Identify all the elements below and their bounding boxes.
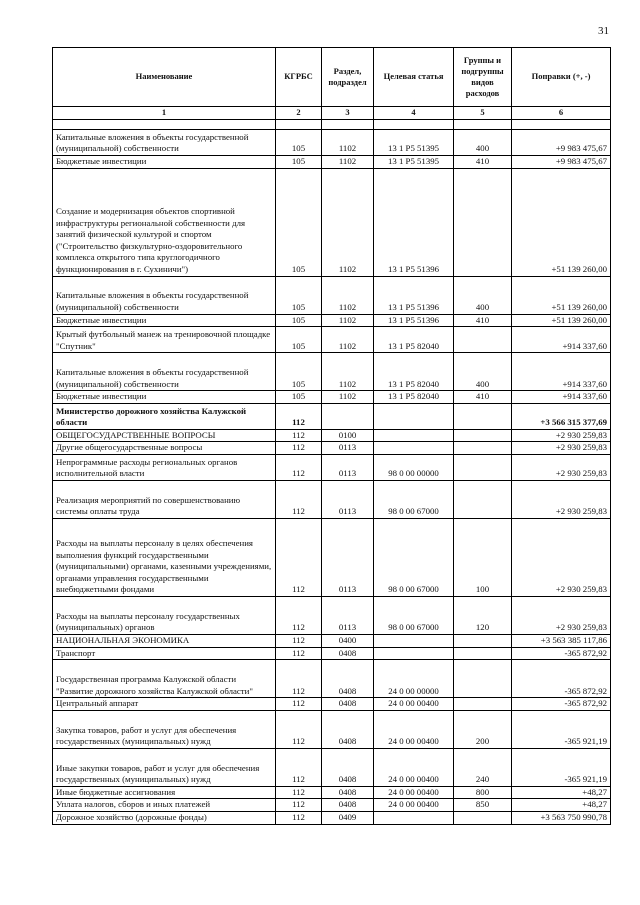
row-target-cell: 98 0 00 67000 — [374, 519, 454, 597]
row-name-cell: Уплата налогов, сборов и иных платежей — [53, 799, 276, 812]
row-kgrbs-cell: 112 — [276, 519, 322, 597]
row-name-cell: Бюджетные инвестиции — [53, 314, 276, 327]
row-target-cell: 24 0 00 00000 — [374, 660, 454, 698]
table-row — [53, 120, 611, 130]
row-amount-cell: -365 872,92 — [512, 698, 611, 711]
row-target-cell: 24 0 00 00400 — [374, 710, 454, 748]
table-row — [53, 276, 611, 314]
row-amount-cell: +2 930 259,83 — [512, 597, 611, 635]
row-section-cell: 1102 — [322, 391, 374, 404]
table-row — [53, 647, 611, 660]
row-group-cell: 850 — [454, 799, 512, 812]
header-target: Целевая статья — [374, 48, 454, 107]
row-group-cell: 410 — [454, 391, 512, 404]
page-number: 31 — [598, 25, 609, 37]
row-amount-cell: +2 930 259,83 — [512, 442, 611, 455]
row-group-cell — [454, 698, 512, 711]
row-section-cell: 1102 — [322, 314, 374, 327]
row-kgrbs-cell: 105 — [276, 130, 322, 156]
row-group-cell — [454, 442, 512, 455]
table-row — [53, 710, 611, 748]
row-amount-cell: -365 921,19 — [512, 748, 611, 786]
row-target-cell: 13 1 P5 82040 — [374, 353, 454, 391]
row-group-cell: 400 — [454, 130, 512, 156]
row-name-cell: Министерство дорожного хозяйства Калужской области — [53, 403, 276, 429]
row-amount-cell: +2 930 259,83 — [512, 429, 611, 442]
row-group-cell — [454, 455, 512, 481]
column-number-row — [53, 107, 611, 120]
row-kgrbs-cell: 105 — [276, 314, 322, 327]
column-number: 1 — [53, 107, 276, 120]
row-target-cell: 13 1 P5 82040 — [374, 327, 454, 353]
row-target-cell: 13 1 P5 51395 — [374, 130, 454, 156]
row-target-cell — [374, 429, 454, 442]
row-group-cell: 410 — [454, 314, 512, 327]
row-amount-cell: +914 337,60 — [512, 391, 611, 404]
column-number: 2 — [276, 107, 322, 120]
table-row — [53, 635, 611, 648]
row-amount-cell: +3 563 750 990,78 — [512, 812, 611, 825]
row-kgrbs-cell: 112 — [276, 748, 322, 786]
row-target-cell: 24 0 00 00400 — [374, 698, 454, 711]
table-row — [53, 156, 611, 169]
table-body — [53, 120, 611, 825]
row-name-cell: Непрограммные расходы региональных органов исполнительной власти — [53, 455, 276, 481]
table-row — [53, 698, 611, 711]
row-amount-cell: +51 139 260,00 — [512, 276, 611, 314]
row-amount-cell: +2 930 259,83 — [512, 455, 611, 481]
row-amount-cell: +2 930 259,83 — [512, 481, 611, 519]
header-kgrbs: КГРБС — [276, 48, 322, 107]
row-kgrbs-cell: 105 — [276, 327, 322, 353]
row-kgrbs-cell: 112 — [276, 403, 322, 429]
row-kgrbs-cell: 112 — [276, 442, 322, 455]
row-name-cell: Расходы на выплаты персоналу в целях обеспечения выполнения функций государственными (муниципальными) органами, казенными учреждениями, органами управления государственными внебюджетными фондами — [53, 519, 276, 597]
row-name-cell: Капитальные вложения в объекты государственной (муниципальной) собственности — [53, 276, 276, 314]
row-target-cell: 24 0 00 00400 — [374, 799, 454, 812]
header-name: Наименование — [53, 48, 276, 107]
row-target-cell: 13 1 P5 51396 — [374, 168, 454, 276]
table-row — [53, 786, 611, 799]
row-group-cell: 240 — [454, 748, 512, 786]
row-section-cell: 0113 — [322, 519, 374, 597]
table-row — [53, 519, 611, 597]
row-name-cell: Государственная программа Калужской области "Развитие дорожного хозяйства Калужской области" — [53, 660, 276, 698]
row-group-cell — [454, 120, 512, 130]
column-number: 6 — [512, 107, 611, 120]
row-target-cell: 13 1 P5 82040 — [374, 391, 454, 404]
table-row — [53, 391, 611, 404]
row-name-cell: Расходы на выплаты персоналу государственных (муниципальных) органов — [53, 597, 276, 635]
row-name-cell: Бюджетные инвестиции — [53, 391, 276, 404]
row-section-cell: 0409 — [322, 812, 374, 825]
row-kgrbs-cell: 105 — [276, 391, 322, 404]
row-section-cell — [322, 403, 374, 429]
row-target-cell: 13 1 P5 51396 — [374, 276, 454, 314]
row-amount-cell: -365 872,92 — [512, 660, 611, 698]
row-kgrbs-cell: 112 — [276, 635, 322, 648]
row-section-cell: 0408 — [322, 786, 374, 799]
row-section-cell: 1102 — [322, 156, 374, 169]
row-amount-cell: +48,27 — [512, 799, 611, 812]
row-kgrbs-cell: 105 — [276, 353, 322, 391]
row-target-cell: 13 1 P5 51395 — [374, 156, 454, 169]
row-kgrbs-cell: 112 — [276, 455, 322, 481]
row-group-cell — [454, 660, 512, 698]
table-row — [53, 481, 611, 519]
row-name-cell: ОБЩЕГОСУДАРСТВЕННЫЕ ВОПРОСЫ — [53, 429, 276, 442]
row-kgrbs-cell: 112 — [276, 786, 322, 799]
row-kgrbs-cell: 112 — [276, 481, 322, 519]
row-group-cell — [454, 429, 512, 442]
row-kgrbs-cell: 112 — [276, 660, 322, 698]
row-group-cell — [454, 812, 512, 825]
row-kgrbs-cell: 112 — [276, 647, 322, 660]
row-kgrbs-cell: 112 — [276, 812, 322, 825]
row-amount-cell: -365 921,19 — [512, 710, 611, 748]
row-section-cell: 0113 — [322, 455, 374, 481]
row-section-cell: 1102 — [322, 276, 374, 314]
row-section-cell — [322, 120, 374, 130]
row-amount-cell: +51 139 260,00 — [512, 168, 611, 276]
row-name-cell: Транспорт — [53, 647, 276, 660]
row-amount-cell: +9 983 475,67 — [512, 156, 611, 169]
row-group-cell — [454, 327, 512, 353]
row-name-cell: Центральный аппарат — [53, 698, 276, 711]
row-name-cell: Реализация мероприятий по совершенствованию системы оплаты труда — [53, 481, 276, 519]
column-number: 3 — [322, 107, 374, 120]
row-name-cell: Капитальные вложения в объекты государственной (муниципальной) собственности — [53, 130, 276, 156]
row-group-cell: 800 — [454, 786, 512, 799]
row-section-cell: 1102 — [322, 168, 374, 276]
row-kgrbs-cell: 112 — [276, 799, 322, 812]
row-section-cell: 0408 — [322, 710, 374, 748]
row-name-cell: Другие общегосударственные вопросы — [53, 442, 276, 455]
table-row — [53, 442, 611, 455]
row-name-cell: Иные закупки товаров, работ и услуг для обеспечения государственных (муниципальных) нужд — [53, 748, 276, 786]
row-target-cell: 24 0 00 00400 — [374, 748, 454, 786]
row-target-cell: 98 0 00 00000 — [374, 455, 454, 481]
row-section-cell: 0100 — [322, 429, 374, 442]
row-amount-cell: +3 566 315 377,69 — [512, 403, 611, 429]
row-name-cell — [53, 120, 276, 130]
table-row — [53, 660, 611, 698]
row-group-cell: 400 — [454, 353, 512, 391]
row-amount-cell: +3 563 385 117,86 — [512, 635, 611, 648]
row-target-cell: 13 1 P5 51396 — [374, 314, 454, 327]
row-amount-cell: -365 872,92 — [512, 647, 611, 660]
row-target-cell: 24 0 00 00400 — [374, 786, 454, 799]
row-amount-cell — [512, 120, 611, 130]
row-section-cell: 0400 — [322, 635, 374, 648]
row-section-cell: 0408 — [322, 660, 374, 698]
row-target-cell — [374, 812, 454, 825]
row-kgrbs-cell: 105 — [276, 276, 322, 314]
row-group-cell — [454, 647, 512, 660]
column-number: 5 — [454, 107, 512, 120]
header-amendment: Поправки (+, -) — [512, 48, 611, 107]
table-row — [53, 597, 611, 635]
row-section-cell: 0113 — [322, 442, 374, 455]
row-kgrbs-cell — [276, 120, 322, 130]
row-section-cell: 1102 — [322, 130, 374, 156]
row-name-cell: Дорожное хозяйство (дорожные фонды) — [53, 812, 276, 825]
row-name-cell: Закупка товаров, работ и услуг для обеспечения государственных (муниципальных) нужд — [53, 710, 276, 748]
row-kgrbs-cell: 112 — [276, 429, 322, 442]
table-row — [53, 812, 611, 825]
row-section-cell: 1102 — [322, 327, 374, 353]
row-group-cell: 120 — [454, 597, 512, 635]
table-row — [53, 327, 611, 353]
row-amount-cell: +914 337,60 — [512, 353, 611, 391]
row-kgrbs-cell: 112 — [276, 597, 322, 635]
row-section-cell: 0113 — [322, 481, 374, 519]
budget-table — [52, 47, 611, 825]
header-section: Раздел, подраздел — [322, 48, 374, 107]
row-amount-cell: +914 337,60 — [512, 327, 611, 353]
table-row — [53, 455, 611, 481]
row-section-cell: 0113 — [322, 597, 374, 635]
row-section-cell: 0408 — [322, 647, 374, 660]
row-section-cell: 0408 — [322, 748, 374, 786]
row-target-cell: 98 0 00 67000 — [374, 597, 454, 635]
header-row — [53, 48, 611, 107]
row-target-cell — [374, 403, 454, 429]
row-group-cell: 200 — [454, 710, 512, 748]
row-target-cell — [374, 635, 454, 648]
row-name-cell: Иные бюджетные ассигнования — [53, 786, 276, 799]
header-group: Группы и подгруппы видов расходов — [454, 48, 512, 107]
table-row — [53, 799, 611, 812]
row-amount-cell: +9 983 475,67 — [512, 130, 611, 156]
row-target-cell — [374, 120, 454, 130]
row-name-cell: Крытый футбольный манеж на тренировочной площадке "Спутник" — [53, 327, 276, 353]
row-name-cell: Бюджетные инвестиции — [53, 156, 276, 169]
row-group-cell — [454, 481, 512, 519]
row-kgrbs-cell: 105 — [276, 156, 322, 169]
row-target-cell: 98 0 00 67000 — [374, 481, 454, 519]
row-group-cell — [454, 168, 512, 276]
row-section-cell: 0408 — [322, 698, 374, 711]
row-kgrbs-cell: 112 — [276, 710, 322, 748]
row-group-cell — [454, 635, 512, 648]
row-amount-cell: +48,27 — [512, 786, 611, 799]
row-amount-cell: +2 930 259,83 — [512, 519, 611, 597]
row-target-cell — [374, 647, 454, 660]
row-group-cell: 410 — [454, 156, 512, 169]
row-section-cell: 1102 — [322, 353, 374, 391]
row-amount-cell: +51 139 260,00 — [512, 314, 611, 327]
table-row — [53, 403, 611, 429]
row-target-cell — [374, 442, 454, 455]
row-name-cell: Капитальные вложения в объекты государственной (муниципальной) собственности — [53, 353, 276, 391]
row-section-cell: 0408 — [322, 799, 374, 812]
table-row — [53, 130, 611, 156]
column-number: 4 — [374, 107, 454, 120]
row-kgrbs-cell: 105 — [276, 168, 322, 276]
table-row — [53, 429, 611, 442]
row-group-cell — [454, 403, 512, 429]
table-row — [53, 168, 611, 276]
row-kgrbs-cell: 112 — [276, 698, 322, 711]
row-name-cell: НАЦИОНАЛЬНАЯ ЭКОНОМИКА — [53, 635, 276, 648]
table-row — [53, 314, 611, 327]
row-name-cell: Создание и модернизация объектов спортивной инфраструктуры региональной собственности для занятий физической культурой и спортом ("Строительство физкультурно-оздоровительного комплекса открытого типа круглогодичного функционирования в г. Сухиничи") — [53, 168, 276, 276]
row-group-cell: 400 — [454, 276, 512, 314]
table-row — [53, 748, 611, 786]
table-row — [53, 353, 611, 391]
row-group-cell: 100 — [454, 519, 512, 597]
